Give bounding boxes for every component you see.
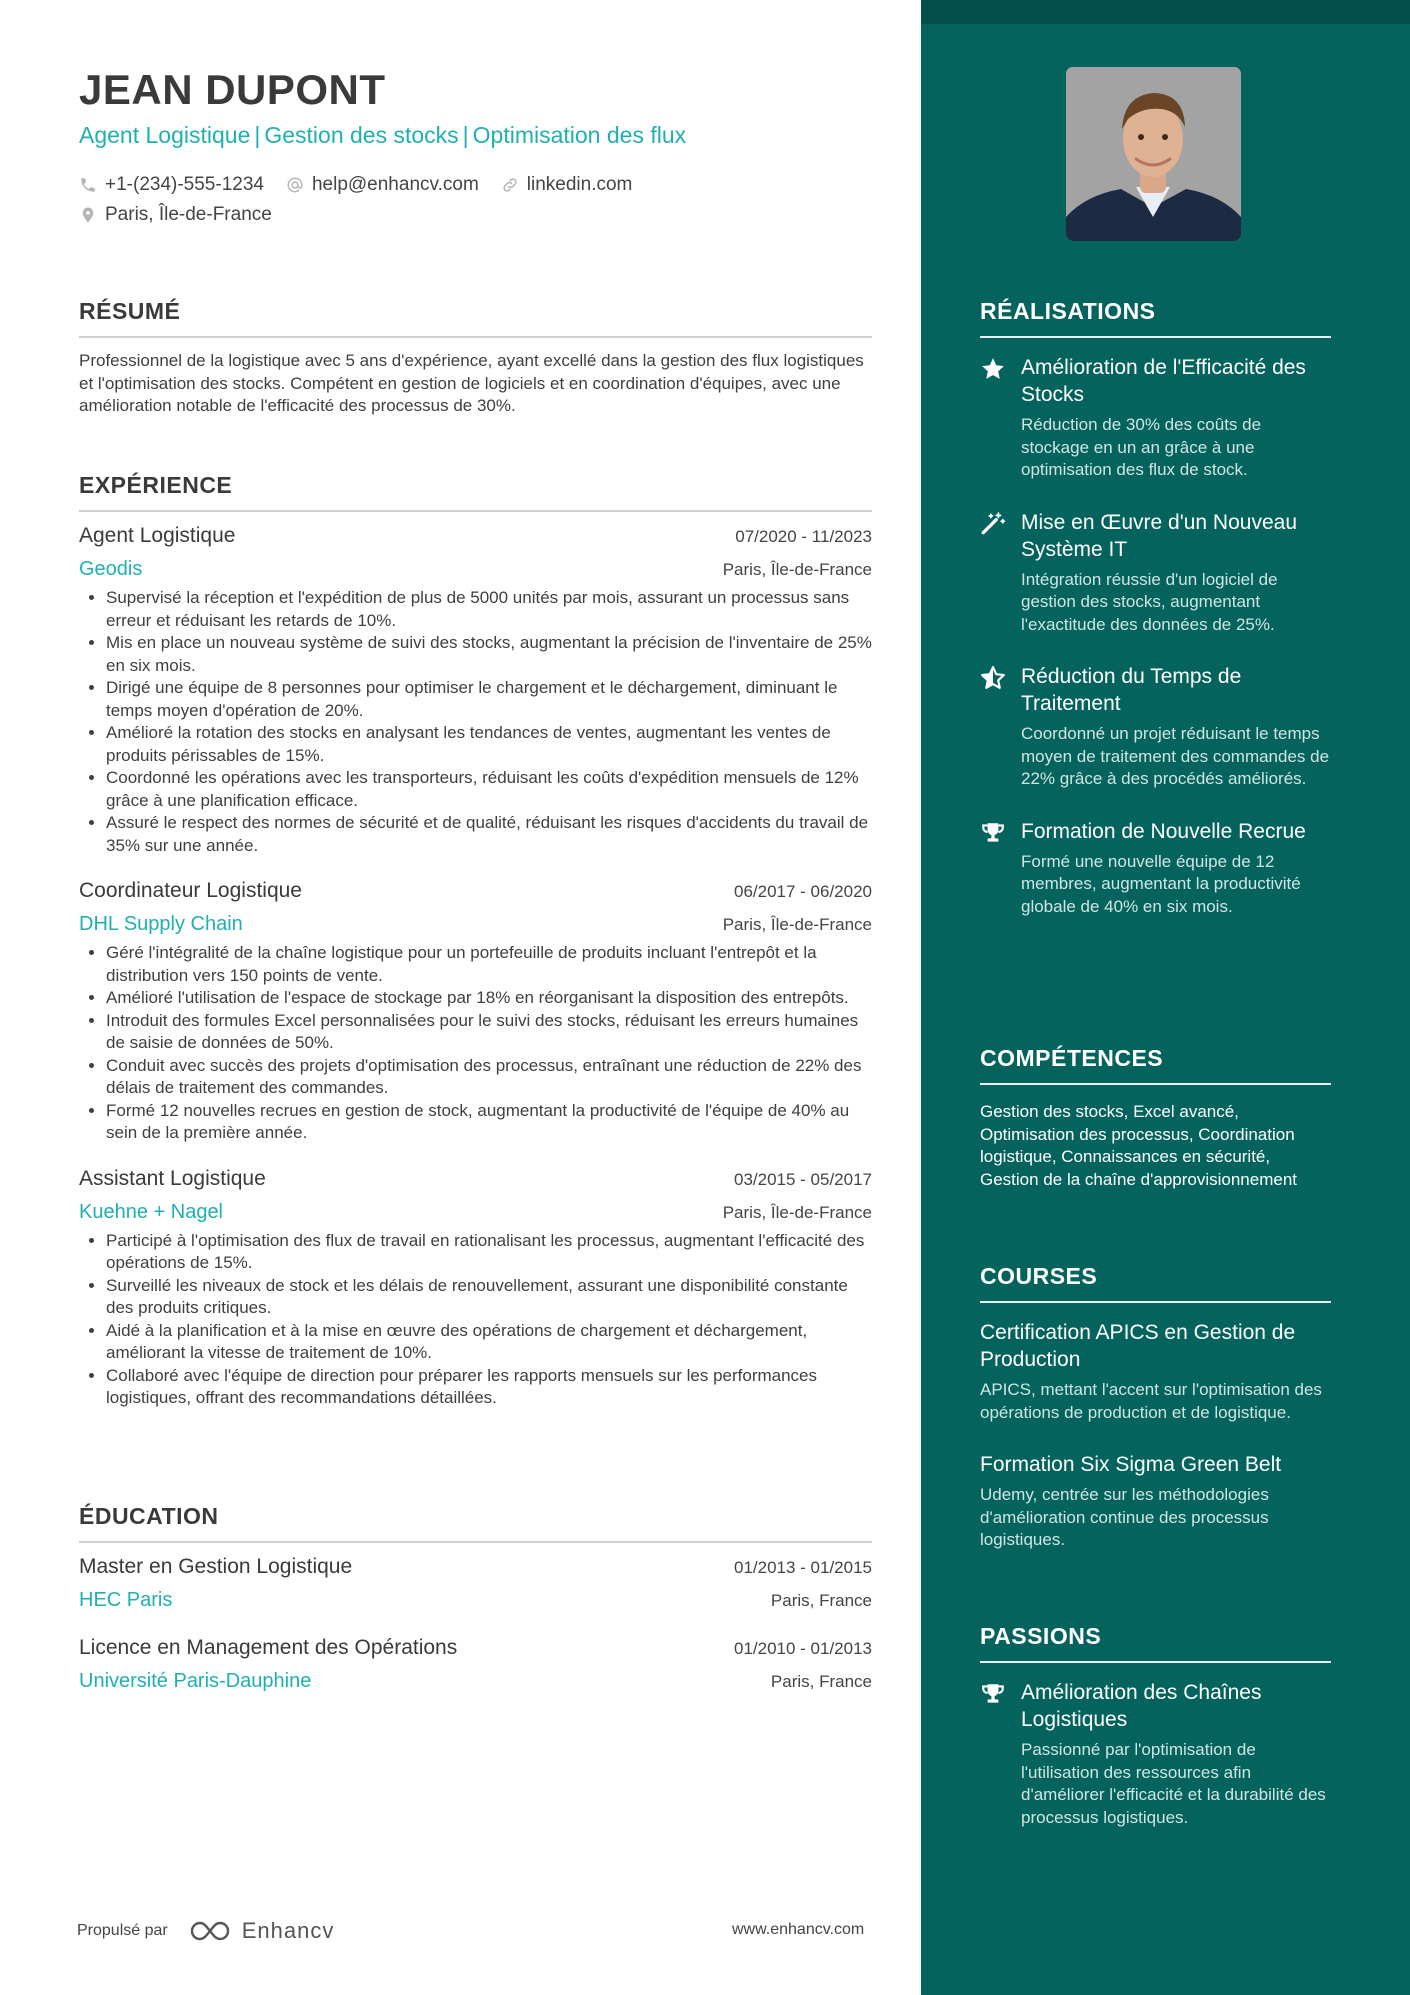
location-pin-icon [79,206,97,224]
edu-location: Paris, France [770,1672,872,1691]
tagline-item: Gestion des stocks [264,122,459,148]
at-icon [286,176,304,194]
contact-info [79,170,654,230]
job-location: Paris, Île-de-France [722,1202,872,1222]
summary-title: RÉSUMÉ [79,298,872,338]
skills-text: Gestion des stocks, Excel avancé, Optimisation des processus, Coordination logistique, Connaissances en sécurité, Gestion de la chaîne d'approvisionnement [980,1102,1298,1189]
achievement-desc: Formé une nouvelle équipe de 12 membres, augmentant la productivité globale de 40% en six mois. [1021,851,1301,916]
summary-section [79,298,872,418]
job-role: Assistant Logistique [79,1166,266,1190]
achievement-item [980,663,1331,791]
job-company: Kuehne + Nagel [79,1200,224,1223]
job-bullet: • Surveillé les niveaux de stock et les délais de renouvellement, assurant une disponibilité constante des produits critiques. [106,1275,872,1320]
job-location: Paris, Île-de-France [722,560,872,579]
achievement-title: Réduction du Temps de Traitement [1021,665,1242,715]
location-text: Paris, Île-de-France [105,204,272,225]
job-bullet: • Assuré le respect des normes de sécurité et de qualité, réduisant les risques d'accidents du travail de 35% sur une année. [106,812,872,857]
job-role: Agent Logistique [79,524,236,547]
enhancv-logo-icon [188,1919,234,1943]
email-text: help@enhancv.com [311,174,479,195]
edu-dates: 01/2013 - 01/2015 [733,1558,872,1577]
job-bullet: • Participé à l'optimisation des flux de travail en rationalisant les processus, augmentant l'efficacité des opérations de 15%. [106,1230,872,1275]
job-bullet: • Géré l'intégralité de la chaîne logistique pour un portefeuille de produits incluant l'entrepôt et la distribution vers 150 points de vente. [106,942,872,987]
job-dates: 03/2015 - 05/2017 [733,1169,872,1189]
powered-by-text: Propulsé par [77,1922,168,1939]
magic-wand-icon [980,511,1006,537]
edu-school: HEC Paris [79,1589,173,1611]
course-desc: APICS, mettant l'accent sur l'optimisation des opérations de production et de logistique. [980,1380,1322,1422]
job-bullet: • Formé 12 nouvelles recrues en gestion de stock, augmentant la productivité de l'équipe de 40% au sein de la première année. [106,1100,872,1145]
phone-contact[interactable] [79,174,264,196]
achievement-title: Formation de Nouvelle Recrue [1021,819,1306,843]
experience-title: EXPÉRIENCE [79,472,872,512]
job-entry [79,1167,872,1410]
sidebar [921,0,1410,1995]
job-bullet: • Collaboré avec l'équipe de direction pour préparer les rapports mensuels sur les performances logistiques, offrant des recommandations détaillées. [106,1365,872,1410]
edu-school: Université Paris-Dauphine [79,1670,312,1692]
tagline-separator: | [462,122,469,148]
passion-title: Amélioration des Chaînes Logistiques [1021,1681,1262,1731]
course-title: Formation Six Sigma Green Belt [980,1453,1282,1476]
job-role: Coordinateur Logistique [79,879,302,902]
skills-title: COMPÉTENCES [980,1045,1331,1085]
job-bullet: • Aidé à la planification et à la mise en œuvre des opérations de chargement et déchargement, améliorant la vitesse de traitement de 10%. [106,1320,872,1365]
job-dates: 06/2017 - 06/2020 [733,882,872,901]
trophy-icon [980,1681,1006,1707]
email-contact[interactable] [286,174,479,196]
job-bullet: • Dirigé une équipe de 8 personnes pour optimiser le chargement et le déchargement, diminuant le temps moyen d'opération de 20%. [106,677,872,722]
job-bullet: • Conduit avec succès des projets d'optimisation des processus, entraînant une réduction de 22% des délais de traitement des commandes. [106,1055,872,1100]
job-bullet: • Supervisé la réception et l'expédition de plus de 5000 unités par mois, assurant un processus sans erreur et réduisant les retards de 10%. [106,587,872,632]
job-dates: 07/2020 - 11/2023 [735,527,872,546]
education-section [79,1503,872,1717]
education-title: ÉDUCATION [79,1503,872,1543]
tagline-item: Agent Logistique [79,122,251,148]
avatar-portrait-icon [1066,67,1241,241]
job-bullet: • Amélioré l'utilisation de l'espace de stockage par 18% en réorganisant la disposition des entrepôts. [106,987,872,1010]
edu-dates: 01/2010 - 01/2013 [733,1639,872,1658]
achievement-item [980,354,1331,482]
job-bullet: • Mis en place un nouveau système de suivi des stocks, augmentant la précision de l'inventaire de 25% en six mois. [106,632,872,677]
candidate-name: JEAN DUPONT [79,66,386,113]
achievement-desc: Coordonné un projet réduisant le temps moyen de traitement des commandes de 22% grâce à des procédés améliorés. [1021,724,1330,788]
job-bullets [79,587,872,857]
achievement-item [980,818,1331,919]
footer-website[interactable]: www.enhancv.com [732,1921,865,1938]
phone-text: +1-(234)-555-1234 [105,174,264,195]
link-icon [501,176,519,194]
course-desc: Udemy, centrée sur les méthodologies d'amélioration continue des processus logistiques. [980,1485,1269,1549]
passion-item [980,1679,1331,1829]
edu-location: Paris, France [770,1591,872,1610]
education-entry [79,1555,872,1612]
sidebar-top-bar [921,0,1410,24]
passion-desc: Passionné par l'optimisation de l'utilisation des ressources afin d'améliorer l'efficacité et la durabilité des processus logistiques. [1021,1740,1326,1827]
course-item [980,1451,1331,1552]
course-title: Certification APICS en Gestion de Production [980,1321,1296,1371]
job-company: Geodis [79,558,143,580]
job-bullets [79,942,872,1145]
achievements-section [980,298,1331,945]
achievement-title: Amélioration de l'Efficacité des Stocks [1021,356,1306,406]
tagline-item: Optimisation des flux [472,122,687,148]
job-bullets [79,1230,872,1410]
brand-name: Enhancv [241,1918,335,1943]
tagline [79,122,686,149]
job-location: Paris, Île-de-France [722,915,872,934]
passions-section [980,1623,1331,1856]
summary-text: Professionnel de la logistique avec 5 ans d'expérience, ayant excellé dans la gestion des flux logistiques et l'optimisation des stocks. Compétent en gestion de logiciels et en coordination d'équipes, avec une amélioration notable de l'efficacité des processus de 30%. [79,351,864,415]
job-entry [79,524,872,857]
courses-title: COURSES [980,1263,1331,1303]
achievement-item [980,509,1331,637]
job-bullet: • Amélioré la rotation des stocks en analysant les tendances de ventes, augmentant les ventes de produits périssables de 15%. [106,722,872,767]
profile-photo [1066,67,1241,241]
linkedin-text: linkedin.com [526,174,633,195]
achievement-title: Mise en Œuvre d'un Nouveau Système IT [1021,510,1297,561]
edu-degree: Licence en Management des Opérations [79,1636,458,1659]
edu-degree: Master en Gestion Logistique [79,1555,353,1578]
location-contact [79,204,272,226]
achievement-desc: Intégration réussie d'un logiciel de gestion des stocks, augmentant l'exactitude des données de 25%. [1021,569,1278,634]
courses-section [980,1263,1331,1579]
education-entry [79,1636,872,1693]
job-entry [79,879,872,1145]
course-item [980,1319,1331,1424]
job-bullet: • Introduit des formules Excel personnalisées pour le suivi des stocks, réduisant les erreurs humaines de saisie de données de 50%. [106,1010,872,1055]
trophy-icon [980,820,1006,846]
star-icon [980,356,1006,382]
skills-section [980,1045,1331,1191]
tagline-separator: | [254,122,261,148]
job-bullet: • Coordonné les opérations avec les transporteurs, réduisant les coûts d'expédition mensuels de 12% grâce à une planification efficace. [106,767,872,812]
linkedin-contact[interactable] [501,174,633,196]
enhancv-logo[interactable] [188,1918,335,1944]
experience-section [79,472,872,1432]
passions-title: PASSIONS [980,1623,1331,1663]
job-company: DHL Supply Chain [79,913,243,935]
phone-icon [79,176,97,194]
footer-branding [77,1918,334,1944]
star-half-icon [980,665,1006,691]
achievements-title: RÉALISATIONS [980,298,1331,338]
achievement-desc: Réduction de 30% des coûts de stockage en un an grâce à une optimisation des flux de stock. [1021,415,1262,479]
